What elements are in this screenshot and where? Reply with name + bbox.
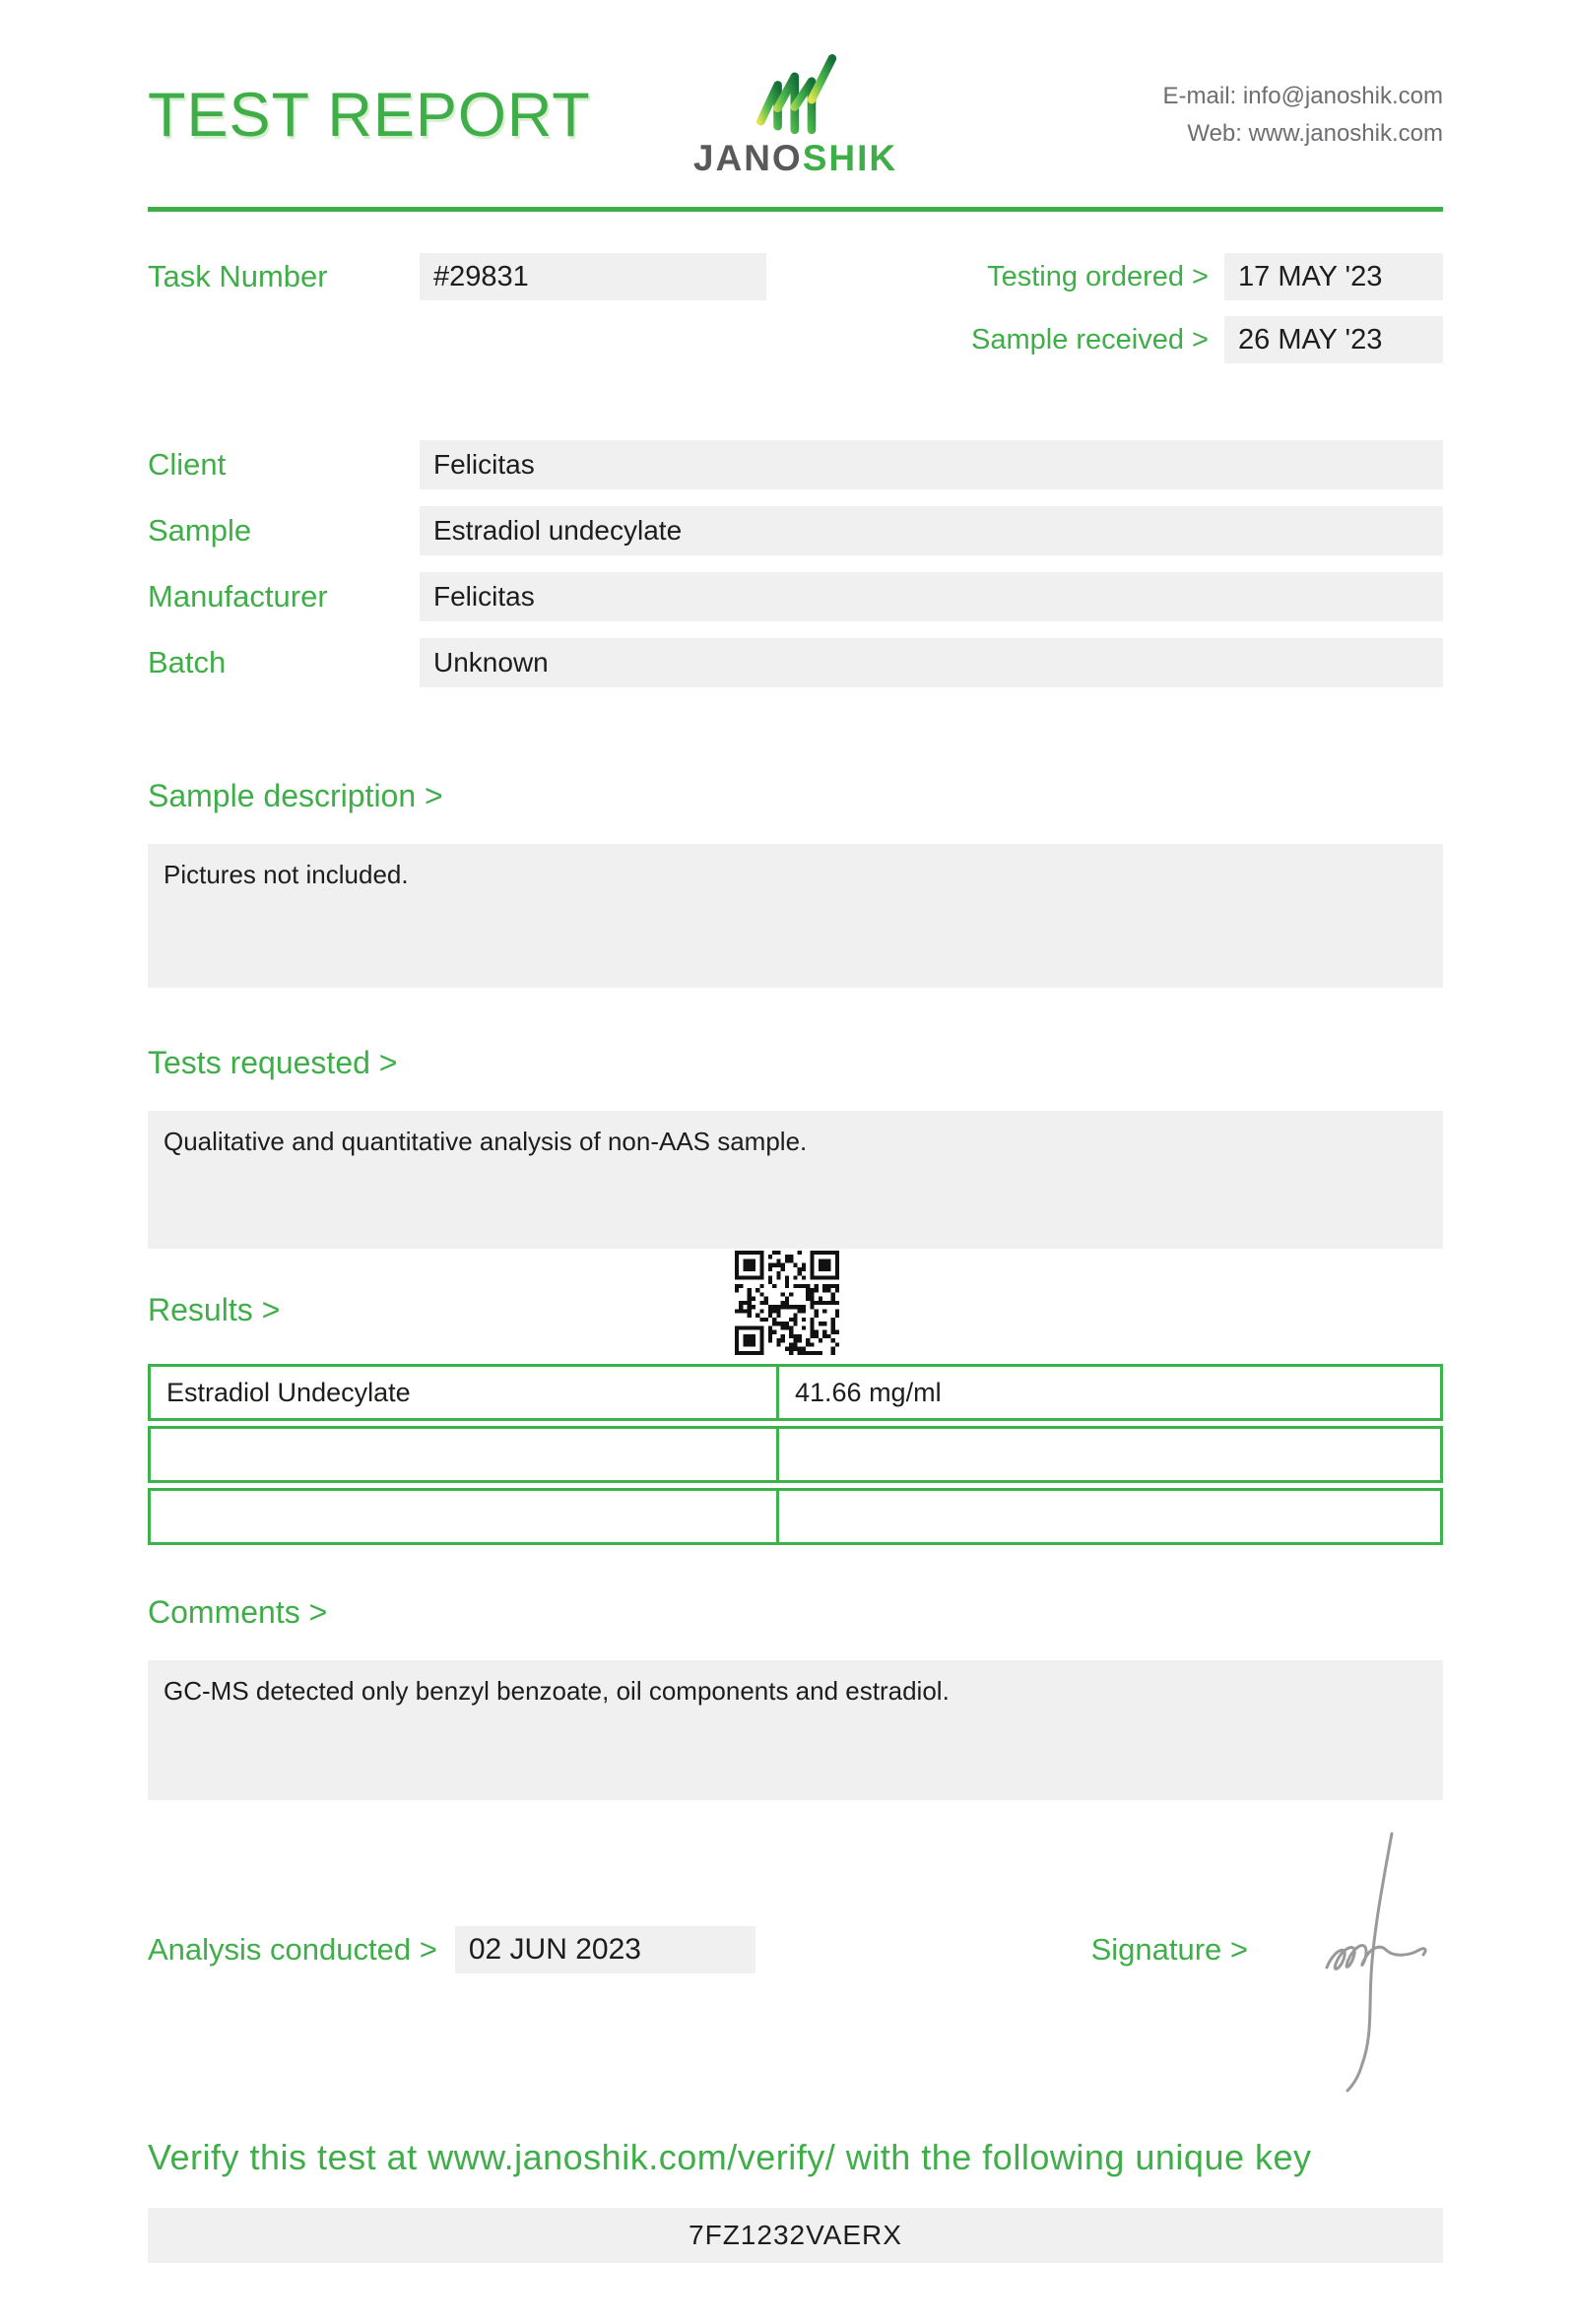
value-cell — [779, 1491, 1440, 1542]
header — [148, 51, 1443, 179]
brand-shik: SHIK — [802, 138, 898, 178]
analyte-cell: Estradiol Undecylate — [151, 1367, 779, 1418]
value-cell — [779, 1429, 1440, 1480]
client-value: Felicitas — [420, 440, 1443, 489]
divider-rule — [148, 207, 1443, 212]
task-number-value: #29831 — [420, 253, 766, 300]
tests-requested-heading: Tests requested > — [148, 1045, 398, 1080]
brand-wordmark — [673, 138, 919, 179]
sample-value: Estradiol undecylate — [420, 506, 1443, 555]
brand-logo — [673, 51, 919, 179]
analyte-cell — [151, 1429, 779, 1480]
tests-requested-box — [148, 1111, 1443, 1249]
info-row-sample — [148, 506, 1443, 555]
table-row — [148, 1426, 1443, 1483]
sample-label: Sample — [148, 513, 252, 548]
footer-row — [148, 1926, 1443, 1973]
verify-heading: Verify this test at www.janoshik.com/verify/ with the following unique key — [148, 2137, 1312, 2177]
verify-key-box — [148, 2208, 1443, 2263]
contact-web: Web: www.janoshik.com — [1187, 120, 1443, 147]
task-section — [148, 253, 1443, 379]
analysis-conducted-label: Analysis conducted > — [148, 1932, 437, 1967]
comments-text: GC-MS detected only benzyl benzoate, oil components and estradiol. — [164, 1676, 950, 1706]
sample-received-label: Sample received > — [971, 323, 1209, 355]
manufacturer-label: Manufacturer — [148, 579, 328, 613]
info-row-client — [148, 440, 1443, 489]
batch-label: Batch — [148, 645, 227, 679]
verify-key: 7FZ1232VAERX — [689, 2220, 902, 2250]
results-table — [148, 1364, 1443, 1545]
info-row-manufacturer — [148, 572, 1443, 621]
comments-heading: Comments > — [148, 1594, 328, 1630]
brand-jano: JANO — [692, 138, 803, 178]
growth-chart-icon — [673, 51, 919, 136]
client-label: Client — [148, 447, 227, 482]
page-title: TEST REPORT — [148, 81, 591, 150]
results-heading: Results > — [148, 1292, 281, 1327]
contact-block — [919, 78, 1444, 154]
qr-code — [735, 1251, 839, 1355]
table-row — [148, 1364, 1443, 1421]
sample-description-heading: Sample description > — [148, 778, 443, 813]
sample-description-text: Pictures not included. — [164, 860, 409, 889]
testing-ordered-value: 17 MAY '23 — [1224, 253, 1443, 300]
signature-label: Signature > — [1090, 1932, 1248, 1967]
sample-info-section — [148, 440, 1443, 687]
signature-scribble-icon — [1276, 1828, 1433, 2108]
comments-box — [148, 1660, 1443, 1800]
analysis-date-value: 02 JUN 2023 — [455, 1926, 755, 1973]
results-section — [148, 1249, 1443, 1545]
tests-requested-text: Qualitative and quantitative analysis of non-AAS sample. — [164, 1127, 808, 1156]
manufacturer-value: Felicitas — [420, 572, 1443, 621]
contact-email: E-mail: info@janoshik.com — [1162, 82, 1443, 109]
sample-description-box — [148, 844, 1443, 988]
value-cell: 41.66 mg/ml — [795, 1377, 942, 1407]
task-number-label: Task Number — [148, 259, 328, 293]
batch-value: Unknown — [420, 638, 1443, 687]
analyte-cell — [151, 1491, 779, 1542]
testing-ordered-label: Testing ordered > — [987, 260, 1209, 292]
table-row — [148, 1488, 1443, 1545]
info-row-batch — [148, 638, 1443, 687]
sample-received-value: 26 MAY '23 — [1224, 316, 1443, 363]
signature-area — [1276, 1926, 1443, 1973]
